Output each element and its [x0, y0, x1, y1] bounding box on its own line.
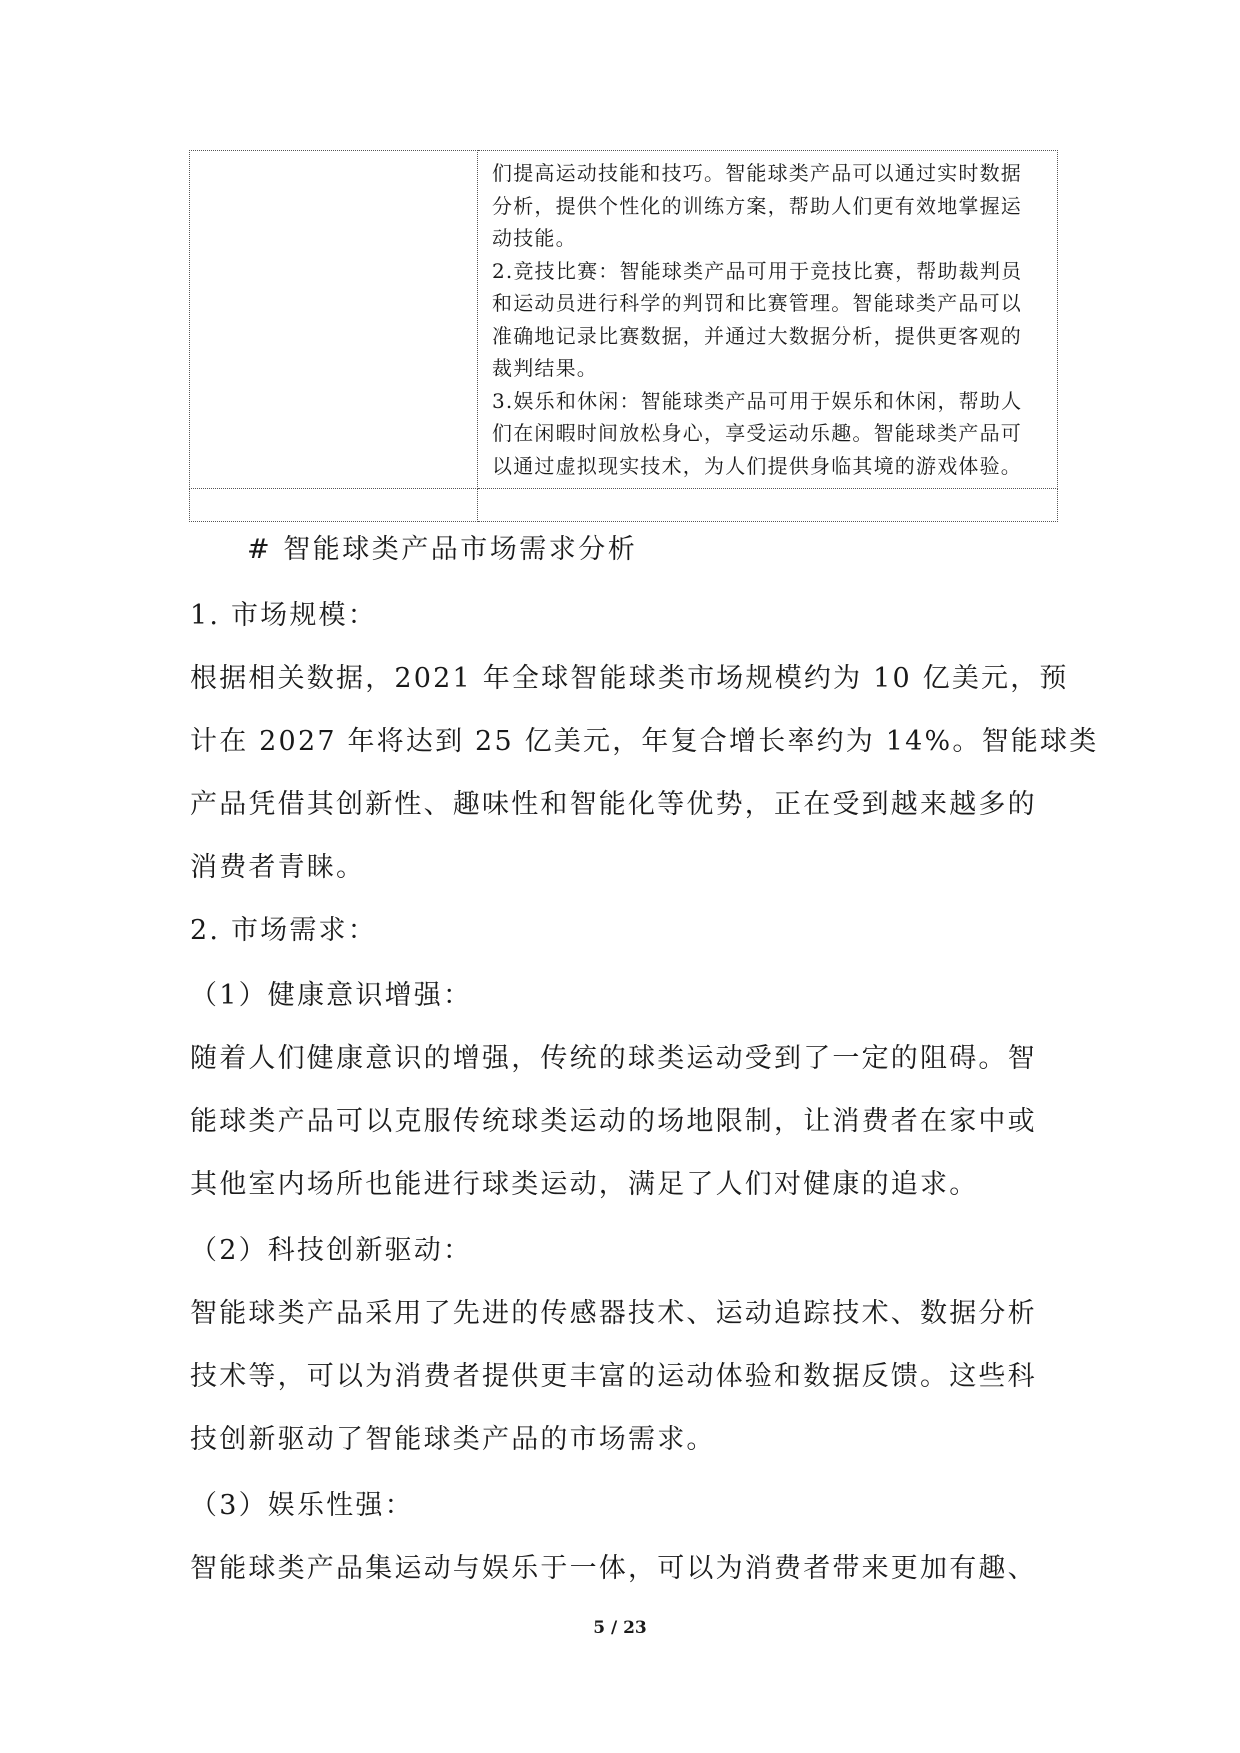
cell-text-line: 准确地记录比赛数据，并通过大数据分析，提供更客观的: [492, 323, 1022, 348]
cell-text-line: 分析，提供个性化的训练方案，帮助人们更有效地掌握运: [492, 193, 1022, 218]
paragraph-line: 消费者青睐。: [190, 852, 366, 883]
paragraph-line: 智能球类产品采用了先进的传感器技术、运动追踪技术、数据分析: [190, 1298, 1037, 1329]
section-heading: # 智能球类产品市场需求分析: [247, 534, 638, 565]
paragraph-line: 技创新驱动了智能球类产品的市场需求。: [190, 1424, 716, 1455]
section-title: 1. 市场规模：: [190, 600, 377, 631]
table-row-empty: [190, 489, 1058, 522]
table-row: [190, 151, 1058, 489]
table-cell-left: [190, 489, 478, 522]
cell-text-line: 以通过虚拟现实技术，为人们提供身临其境的游戏体验。: [492, 453, 1022, 478]
paragraph-line: 其他室内场所也能进行球类运动，满足了人们对健康的追求。: [190, 1169, 979, 1200]
cell-text-line: 2.竞技比赛：智能球类产品可用于竞技比赛，帮助裁判员: [492, 258, 1023, 283]
paragraph-line: 产品凭借其创新性、趣味性和智能化等优势，正在受到越来越多的: [190, 789, 1037, 820]
cell-text-line: 们在闲暇时间放松身心，享受运动乐趣。智能球类产品可: [492, 421, 1022, 445]
table-cell-right: [478, 489, 1058, 522]
cell-text-line: 们提高运动技能和技巧。智能球类产品可以通过实时数据: [492, 161, 1022, 185]
table-cell-right: [478, 151, 1058, 489]
paragraph-line: 根据相关数据，2021 年全球智能球类市场规模约为 10 亿美元，预: [190, 663, 1069, 694]
paragraph-line: 随着人们健康意识的增强，传统的球类运动受到了一定的阻碍。智: [190, 1043, 1037, 1074]
cell-text-line: 和运动员进行科学的判罚和比赛管理。智能球类产品可以: [492, 291, 1022, 315]
cell-text-line: 动技能。: [492, 226, 577, 250]
paragraph-line: 能球类产品可以克服传统球类运动的场地限制，让消费者在家中或: [190, 1106, 1037, 1137]
subsection-title: （1）健康意识增强：: [190, 980, 473, 1011]
page-number: 5 / 23: [593, 1618, 647, 1638]
paragraph-line: 技术等，可以为消费者提供更丰富的运动体验和数据反馈。这些科: [190, 1361, 1037, 1392]
table-cell-left: [190, 151, 478, 489]
application-table: [189, 150, 1058, 522]
subsection-title: （2）科技创新驱动：: [190, 1235, 473, 1266]
subsection-title: （3）娱乐性强：: [190, 1490, 414, 1521]
section-title: 2. 市场需求：: [190, 915, 377, 946]
cell-text-line: 3.娱乐和休闲：智能球类产品可用于娱乐和休闲，帮助人: [492, 388, 1023, 413]
cell-text-line: 裁判结果。: [492, 356, 598, 380]
paragraph-line: 智能球类产品集运动与娱乐于一体，可以为消费者带来更加有趣、: [190, 1553, 1037, 1584]
paragraph-line: 计在 2027 年将达到 25 亿美元，年复合增长率约为 14%。智能球类: [190, 726, 1099, 757]
